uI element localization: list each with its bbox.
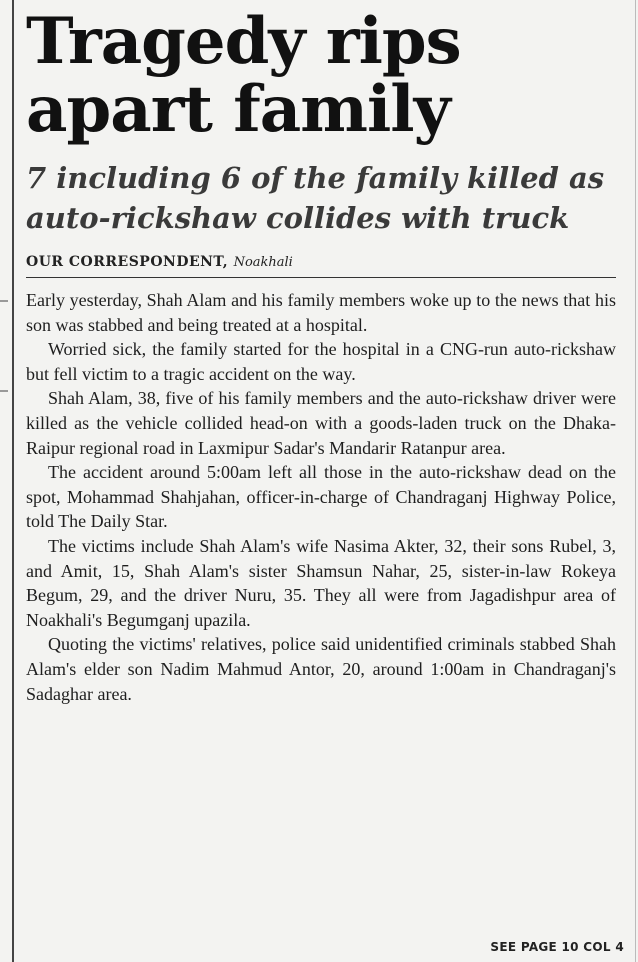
- subheadline: 7 including 6 of the family killed as auto-rickshaw collides with truck: [26, 161, 605, 235]
- paragraph: Worried sick, the family started for the hospital in a CNG-run auto-rickshaw but fell victim to a tragic accident on the way.: [26, 339, 616, 384]
- margin-mark: [0, 300, 8, 302]
- continuation-note: SEE PAGE 10 COL 4: [490, 940, 624, 954]
- paragraph: Early yesterday, Shah Alam and his family members woke up to the news that his son was stabbed and being treated at a hospital.: [26, 290, 616, 335]
- column-left-rule: [12, 0, 14, 962]
- headline: Tragedy rips apart family: [26, 4, 461, 147]
- paragraph: Quoting the victims' relatives, police said unidentified criminals stabbed Shah Alam's elder son Nadim Mahmud Antor, 20, around 1:00am in Chandraganj's Sadaghar area.: [26, 634, 616, 704]
- margin-mark: [0, 390, 8, 392]
- byline: [26, 254, 624, 270]
- news-article: [26, 4, 624, 706]
- column-right-rule: [635, 0, 636, 962]
- article-body: [26, 288, 616, 706]
- byline-author: OUR CORRESPONDENT,: [26, 254, 229, 270]
- paragraph: Shah Alam, 38, five of his family members and the auto-rickshaw driver were killed as the vehicle collided head-on with a goods-laden truck on the Dhaka-Raipur regional road in Laxmipur Sadar's Mandarir Ratanpur area.: [26, 388, 616, 458]
- byline-location: Noakhali: [233, 255, 293, 270]
- byline-divider: [26, 277, 616, 278]
- paragraph: The accident around 5:00am left all those in the auto-rickshaw dead on the spot, Mohammad Shahjahan, officer-in-charge of Chandraganj Highway Police, told The Daily Star.: [26, 462, 616, 532]
- paragraph: The victims include Shah Alam's wife Nasima Akter, 32, their sons Rubel, 3, and Amit, 15, Shah Alam's sister Shamsun Nahar, 25, sister-in-law Rokeya Begum, 29, and the driver Nuru, 35. They all were from Jagadishpur area of Noakhali's Begumganj upazila.: [26, 535, 616, 630]
